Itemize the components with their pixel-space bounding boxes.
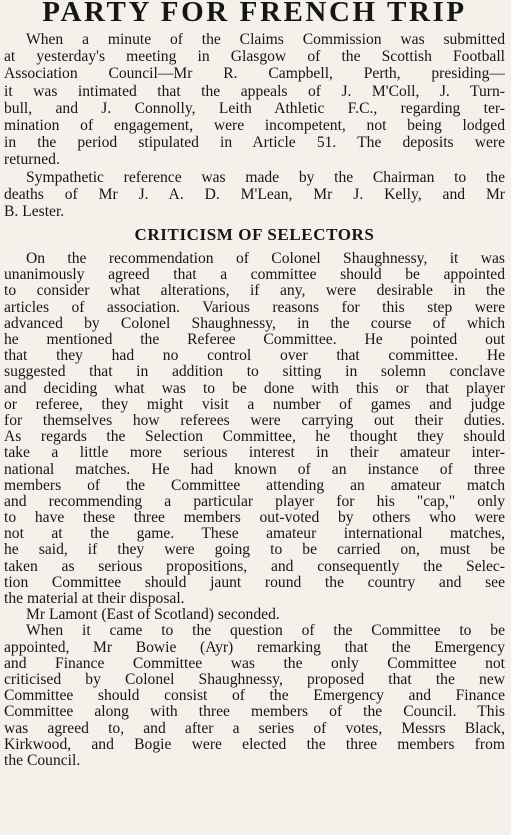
- paragraph-claims-commission: [4, 31, 505, 169]
- subheading: CRITICISM OF SELECTORS: [134, 225, 375, 245]
- text-line: for themselves how referees were carrying out their duties.: [4, 412, 505, 429]
- text-line: When a minute of the Claims Commission was submitted: [26, 31, 505, 48]
- text-line: criticised by Colonel Shaughnessy, proposed that the new: [4, 671, 505, 688]
- text-line: in the period stipulated in Article 51. The deposits were: [4, 134, 505, 152]
- text-line: Kirkwood, and Bogie were elected the three members from: [4, 736, 505, 753]
- paragraph-seconded: [4, 607, 505, 623]
- text-line: the Council.: [4, 752, 81, 769]
- text-line: Committee should consist of the Emergency and Finance: [4, 688, 505, 705]
- text-line: mination of engagement, were incompetent, not being lodged: [4, 116, 505, 134]
- text-line: and Finance Committee was the only Committee not: [4, 655, 505, 672]
- text-line: not at the game. These amateur international matches,: [4, 526, 505, 543]
- text-line: When it came to the question of the Committee to be: [26, 623, 505, 640]
- text-line: and deciding what was to be done with this or that player: [4, 380, 505, 397]
- text-line: returned.: [4, 151, 60, 169]
- text-line: On the recommendation of Colonel Shaughnessy, it was: [26, 251, 505, 268]
- text-line: the material at their disposal.: [4, 591, 185, 607]
- text-line: members of the Committee attending an amateur match: [4, 477, 505, 494]
- text-line: and recommending a particular player for his "cap," only: [4, 493, 505, 510]
- text-line: that they had no control over that committee. He: [4, 348, 505, 365]
- text-line: advanced by Colonel Shaughnessy, in the course of which: [4, 315, 505, 332]
- text-line: Association Council—Mr R. Campbell, Perth, presiding—: [4, 65, 505, 83]
- text-line: unanimously agreed that a committee should be appointed: [4, 267, 505, 284]
- text-line: he mentioned the Referee Committee. He pointed out: [4, 332, 505, 348]
- text-line: it was intimated that the appeals of J. M'Coll, J. Turn-: [4, 82, 505, 100]
- text-line: bull, and J. Connolly, Leith Athletic F.C., regarding ter-: [4, 99, 505, 117]
- paragraph-recommendation: [4, 251, 505, 607]
- text-line: to consider what alterations, if any, were desirable in the: [4, 283, 505, 300]
- text-line: at yesterday's meeting in Glasgow of the Scottish Football: [4, 48, 505, 66]
- text-line: taken as serious propositions, and consequently the Selec-: [4, 558, 505, 575]
- text-line: to have these three members out-voted by others who were: [4, 510, 505, 527]
- text-line: appointed, Mr Bowie (Ayr) remarking that the Emergency: [4, 639, 505, 656]
- text-line: or referee, they might visit a number of games and judge: [4, 396, 505, 413]
- text-line: Committee along with three members of the Council. This: [4, 704, 505, 721]
- text-line: B. Lester.: [4, 202, 65, 220]
- text-line: he said, if they were going to be carried on, must be: [4, 542, 505, 559]
- text-line: tion Committee should jaunt round the country and see: [4, 574, 505, 591]
- text-line: deaths of Mr J. A. D. M'Lean, Mr J. Kelly, and Mr: [4, 185, 505, 203]
- text-line: articles of association. Various reasons for this step were: [4, 299, 505, 316]
- paragraph-sympathetic-reference: [4, 169, 505, 221]
- text-line: Sympathetic reference was made by the Chairman to the: [26, 168, 505, 186]
- text-line: was agreed to, and after a series of votes, Messrs Black,: [4, 720, 505, 737]
- text-line: suggested that in addition to sitting in solemn conclave: [4, 364, 505, 381]
- text-line: As regards the Selection Committee, he thought they should: [4, 429, 505, 446]
- text-line: take a little more serious interest in their amateur inter-: [4, 445, 505, 462]
- headline: PARTY FOR FRENCH TRIP: [42, 0, 467, 28]
- text-line: national matches. He had known of an instance of three: [4, 461, 505, 478]
- text-line: Mr Lamont (East of Scotland) seconded.: [26, 607, 280, 624]
- paragraph-committee-appointment: [4, 623, 505, 769]
